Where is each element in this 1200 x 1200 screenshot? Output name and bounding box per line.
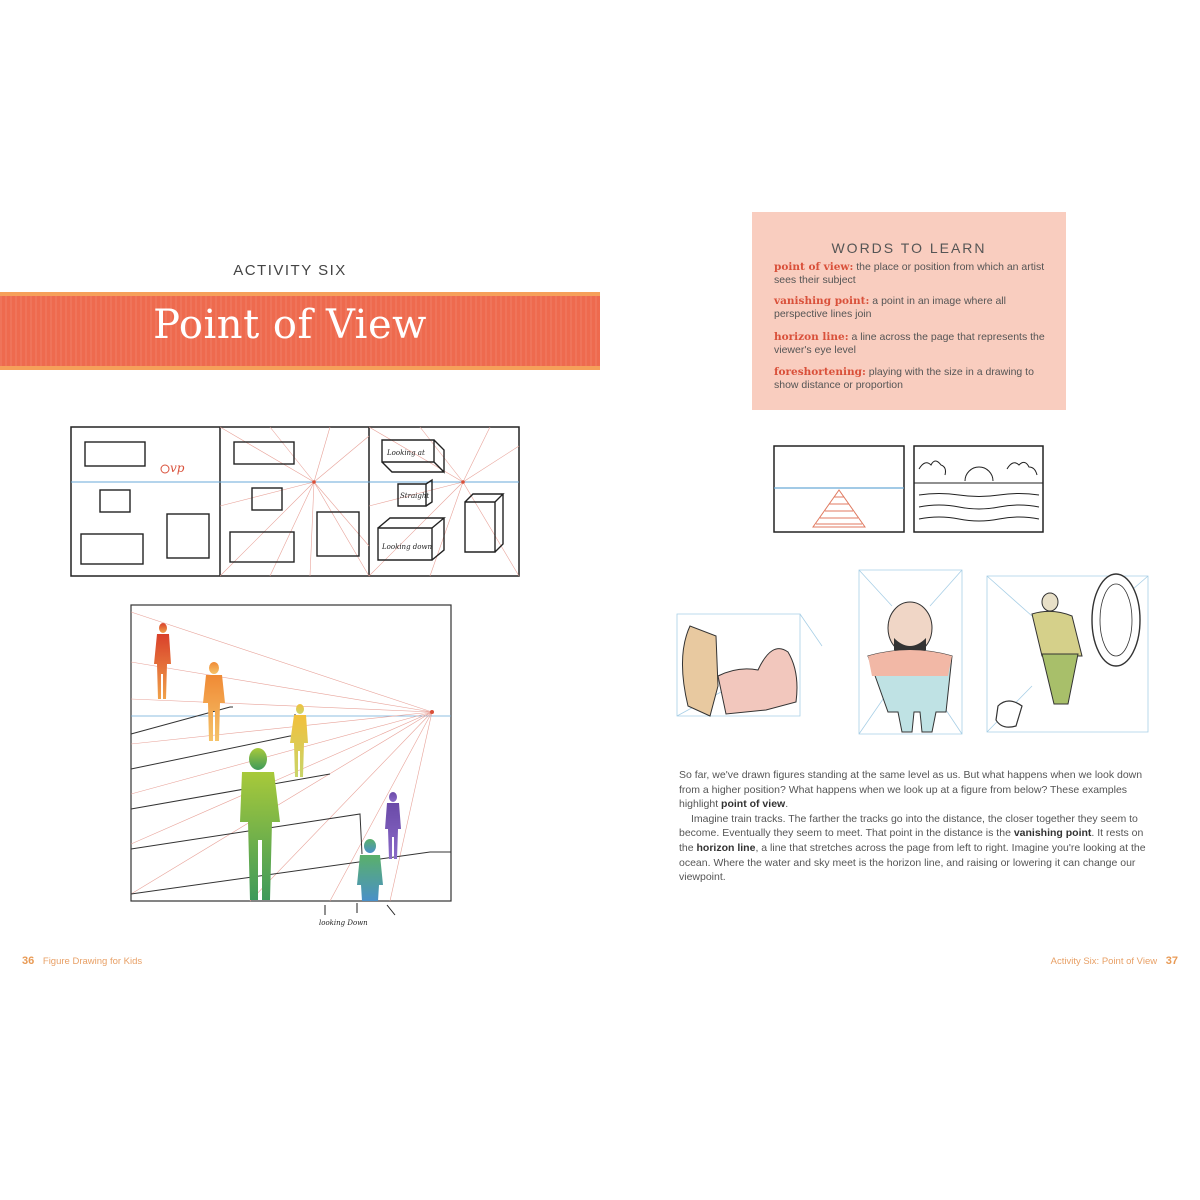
foreshortened-figures-illustration [672, 566, 1150, 740]
right-page-number: 37 [1165, 955, 1178, 967]
book-title: Figure Drawing for Kids [42, 956, 143, 967]
section-title: Activity Six: Point of View [1050, 956, 1158, 967]
definition-point-of-view: point of view: the place or position from which an artist sees their subject [774, 261, 1045, 286]
words-to-learn-box [752, 212, 1066, 410]
right-footer [1051, 955, 1178, 967]
left-footer [22, 955, 142, 967]
figure-foreshortened-foot [996, 574, 1140, 727]
definition-vanishing-point: vanishing point: a point in an image where all perspective lines join [774, 295, 1006, 320]
figure-looking-up [868, 602, 952, 732]
body-text [679, 768, 1149, 885]
box-annotation-looking-at: Looking at [387, 449, 425, 457]
svg-text:looking Down: looking Down [319, 919, 368, 927]
definition-horizon-line: horizon line: a line across the page that represents the viewer's eye level [774, 331, 1045, 356]
words-to-learn-heading: WORDS TO LEARN [831, 240, 987, 256]
title-banner [0, 292, 600, 370]
box-annotation-straight: Straight [400, 492, 430, 500]
horizon-line-examples [773, 445, 1045, 535]
figure-handwritten-notes [315, 903, 415, 931]
paragraph-2: Imagine train tracks. The farther the tracks go into the distance, the closer together they seem to become. Eventually they seem to meet. That point in the distance is the vanishing point. It rests on the horizon line, a line that stretches across the page from left to right. Imagine you're looking at the ocean. Where the water and sky meet is the horizon line, and raising or lowering it can change our viewpoint. [679, 812, 1146, 884]
page-title: Point of View [153, 302, 427, 348]
left-page-number: 36 [22, 955, 35, 967]
staircase-figures-illustration [130, 604, 452, 902]
vp-annotation: vp [170, 461, 185, 475]
paragraph-1: So far, we've drawn figures standing at the same level as us. But what happens when we look down from a higher position? What happens when we look up at a figure from below? These examples highlight point of view. [679, 769, 1143, 811]
activity-label: ACTIVITY SIX [233, 262, 347, 279]
figure-looking-down [682, 626, 797, 716]
box-annotation-looking-down: Looking down [382, 543, 432, 551]
definition-foreshortening: foreshortening: playing with the size in a drawing to show distance or proportion [774, 366, 1034, 391]
perspective-boxes-diagram [70, 426, 520, 578]
